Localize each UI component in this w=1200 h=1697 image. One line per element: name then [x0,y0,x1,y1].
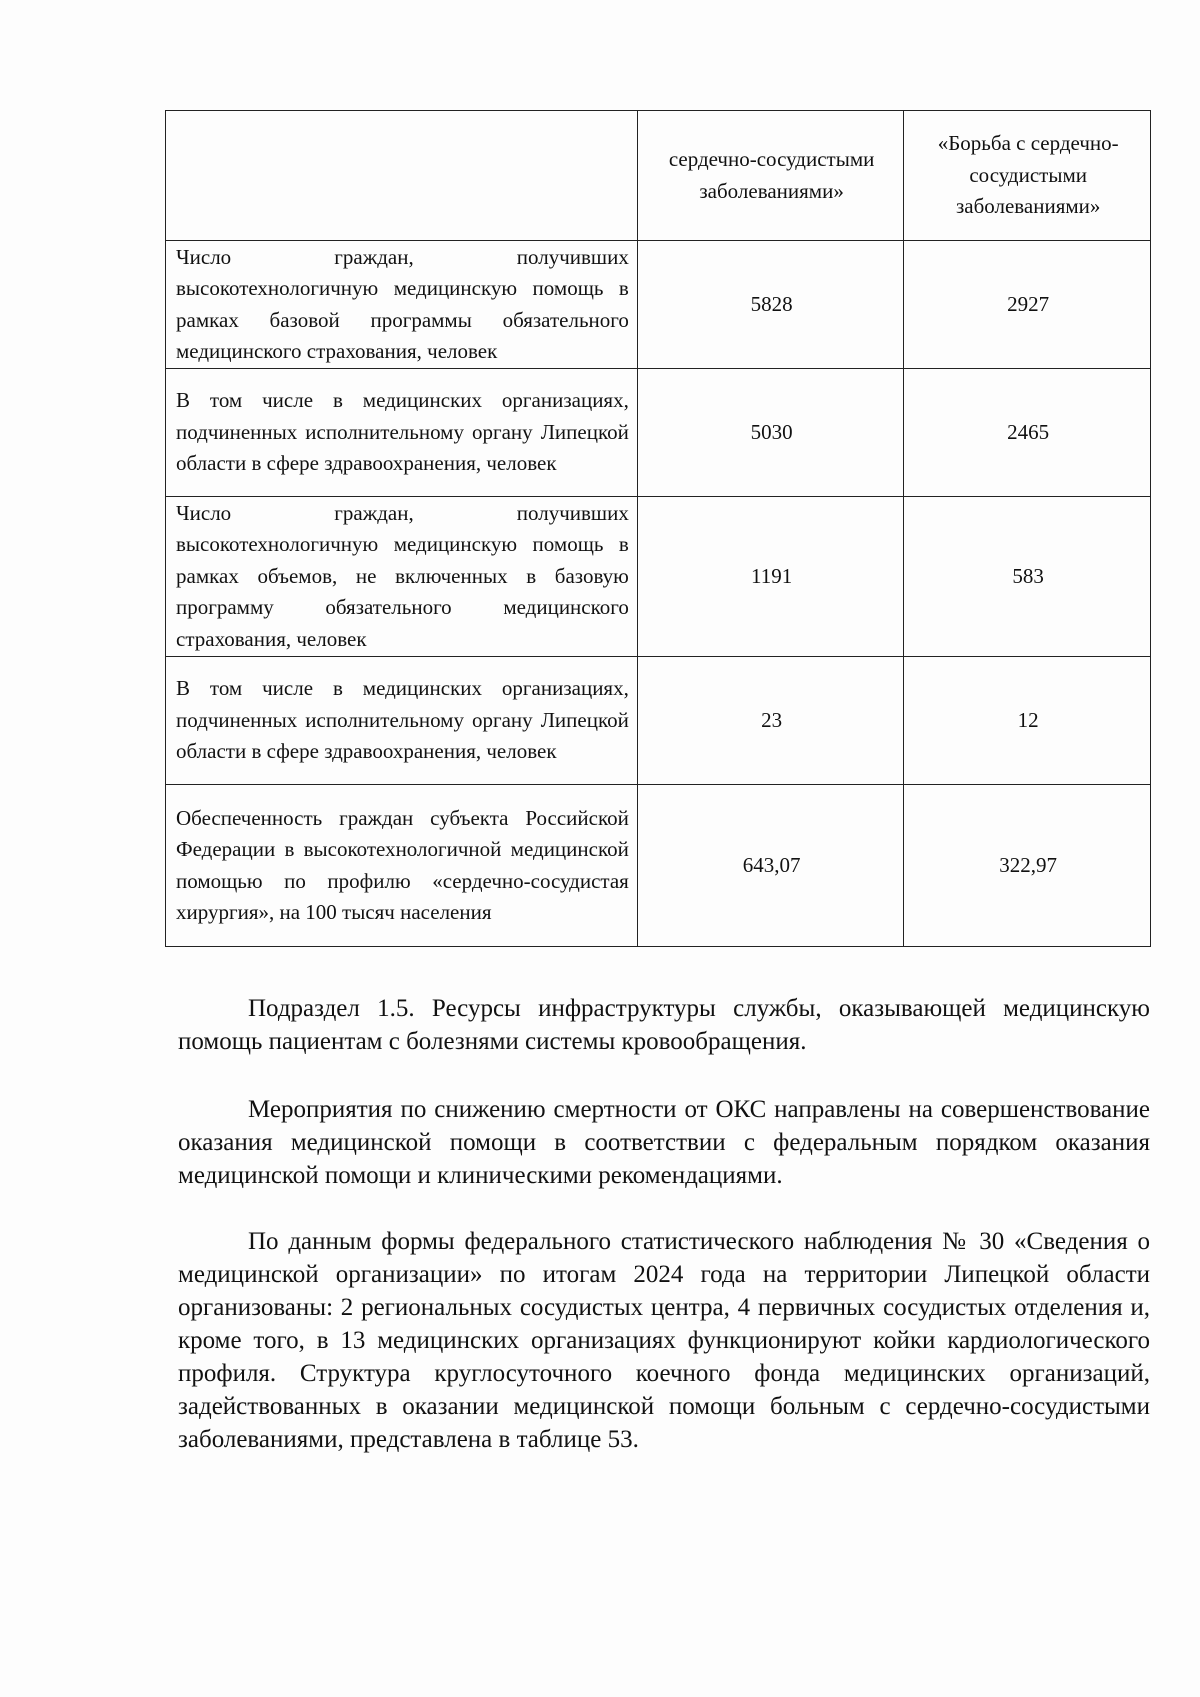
table-row [166,497,1151,657]
row-label: В том числе в медицинских организациях, подчиненных исполнительному органу Липецкой области в сфере здравоохранения, человек [166,657,638,785]
row-value: 322,97 [904,785,1151,947]
row-label: В том числе в медицинских организациях, подчиненных исполнительному органу Липецкой области в сфере здравоохранения, человек [166,369,638,497]
table-header-cell-col3: «Борьба с сердечно-сосудистыми заболеваниями» [904,111,1151,241]
row-value: 12 [904,657,1151,785]
table-header-cell-empty [166,111,638,241]
row-label: Обеспеченность граждан субъекта Российской Федерации в высокотехнологичной медицинской помощью по профилю «сердечно-сосудистая хирургия», на 100 тысяч населения [166,785,638,947]
table-row [166,369,1151,497]
row-label: Число граждан, получивших высокотехнологичную медицинскую помощь в рамках базовой программы обязательного медицинского страхования, человек [166,241,638,369]
row-value: 643,07 [637,785,904,947]
table-row [166,657,1151,785]
table-row [166,241,1151,369]
table-row [166,785,1151,947]
table-header-cell-col2: сердечно-сосудистыми заболеваниями» [637,111,904,241]
row-value: 5828 [637,241,904,369]
row-value: 1191 [637,497,904,657]
row-label: Число граждан, получивших высокотехнологичную медицинскую помощь в рамках объемов, не включенных в базовую программу обязательного медицинского страхования, человек [166,497,638,657]
table-header-row [166,111,1151,241]
row-value: 2927 [904,241,1151,369]
row-value: 5030 [637,369,904,497]
row-value: 23 [637,657,904,785]
body-paragraph: По данным формы федерального статистического наблюдения № 30 «Сведения о медицинской организации» по итогам 2024 года на территории Липецкой области организованы: 2 региональных сосудистых центра, 4 первичных сосудистых отделения и, кроме того, в 13 медицинских организациях функционируют койки кардиологического профиля. Структура круглосуточного коечного фонда медицинских организаций, задействованных в оказании медицинской помощи больным с сердечно-сосудистыми заболеваниями, представлена в таблице 53. [178,1228,1150,1453]
row-value: 2465 [904,369,1151,497]
body-paragraph: Мероприятия по снижению смертности от ОКС направлены на совершенствование оказания медицинской помощи в соответствии с федеральным порядком оказания медицинской помощи и клиническими рекомендациями. [178,1096,1150,1189]
statistics-table [165,110,1151,947]
row-value: 583 [904,497,1151,657]
subsection-heading: Подраздел 1.5. Ресурсы инфраструктуры службы, оказывающей медицинскую помощь пациентам с болезнями системы кровообращения. [178,995,1150,1055]
